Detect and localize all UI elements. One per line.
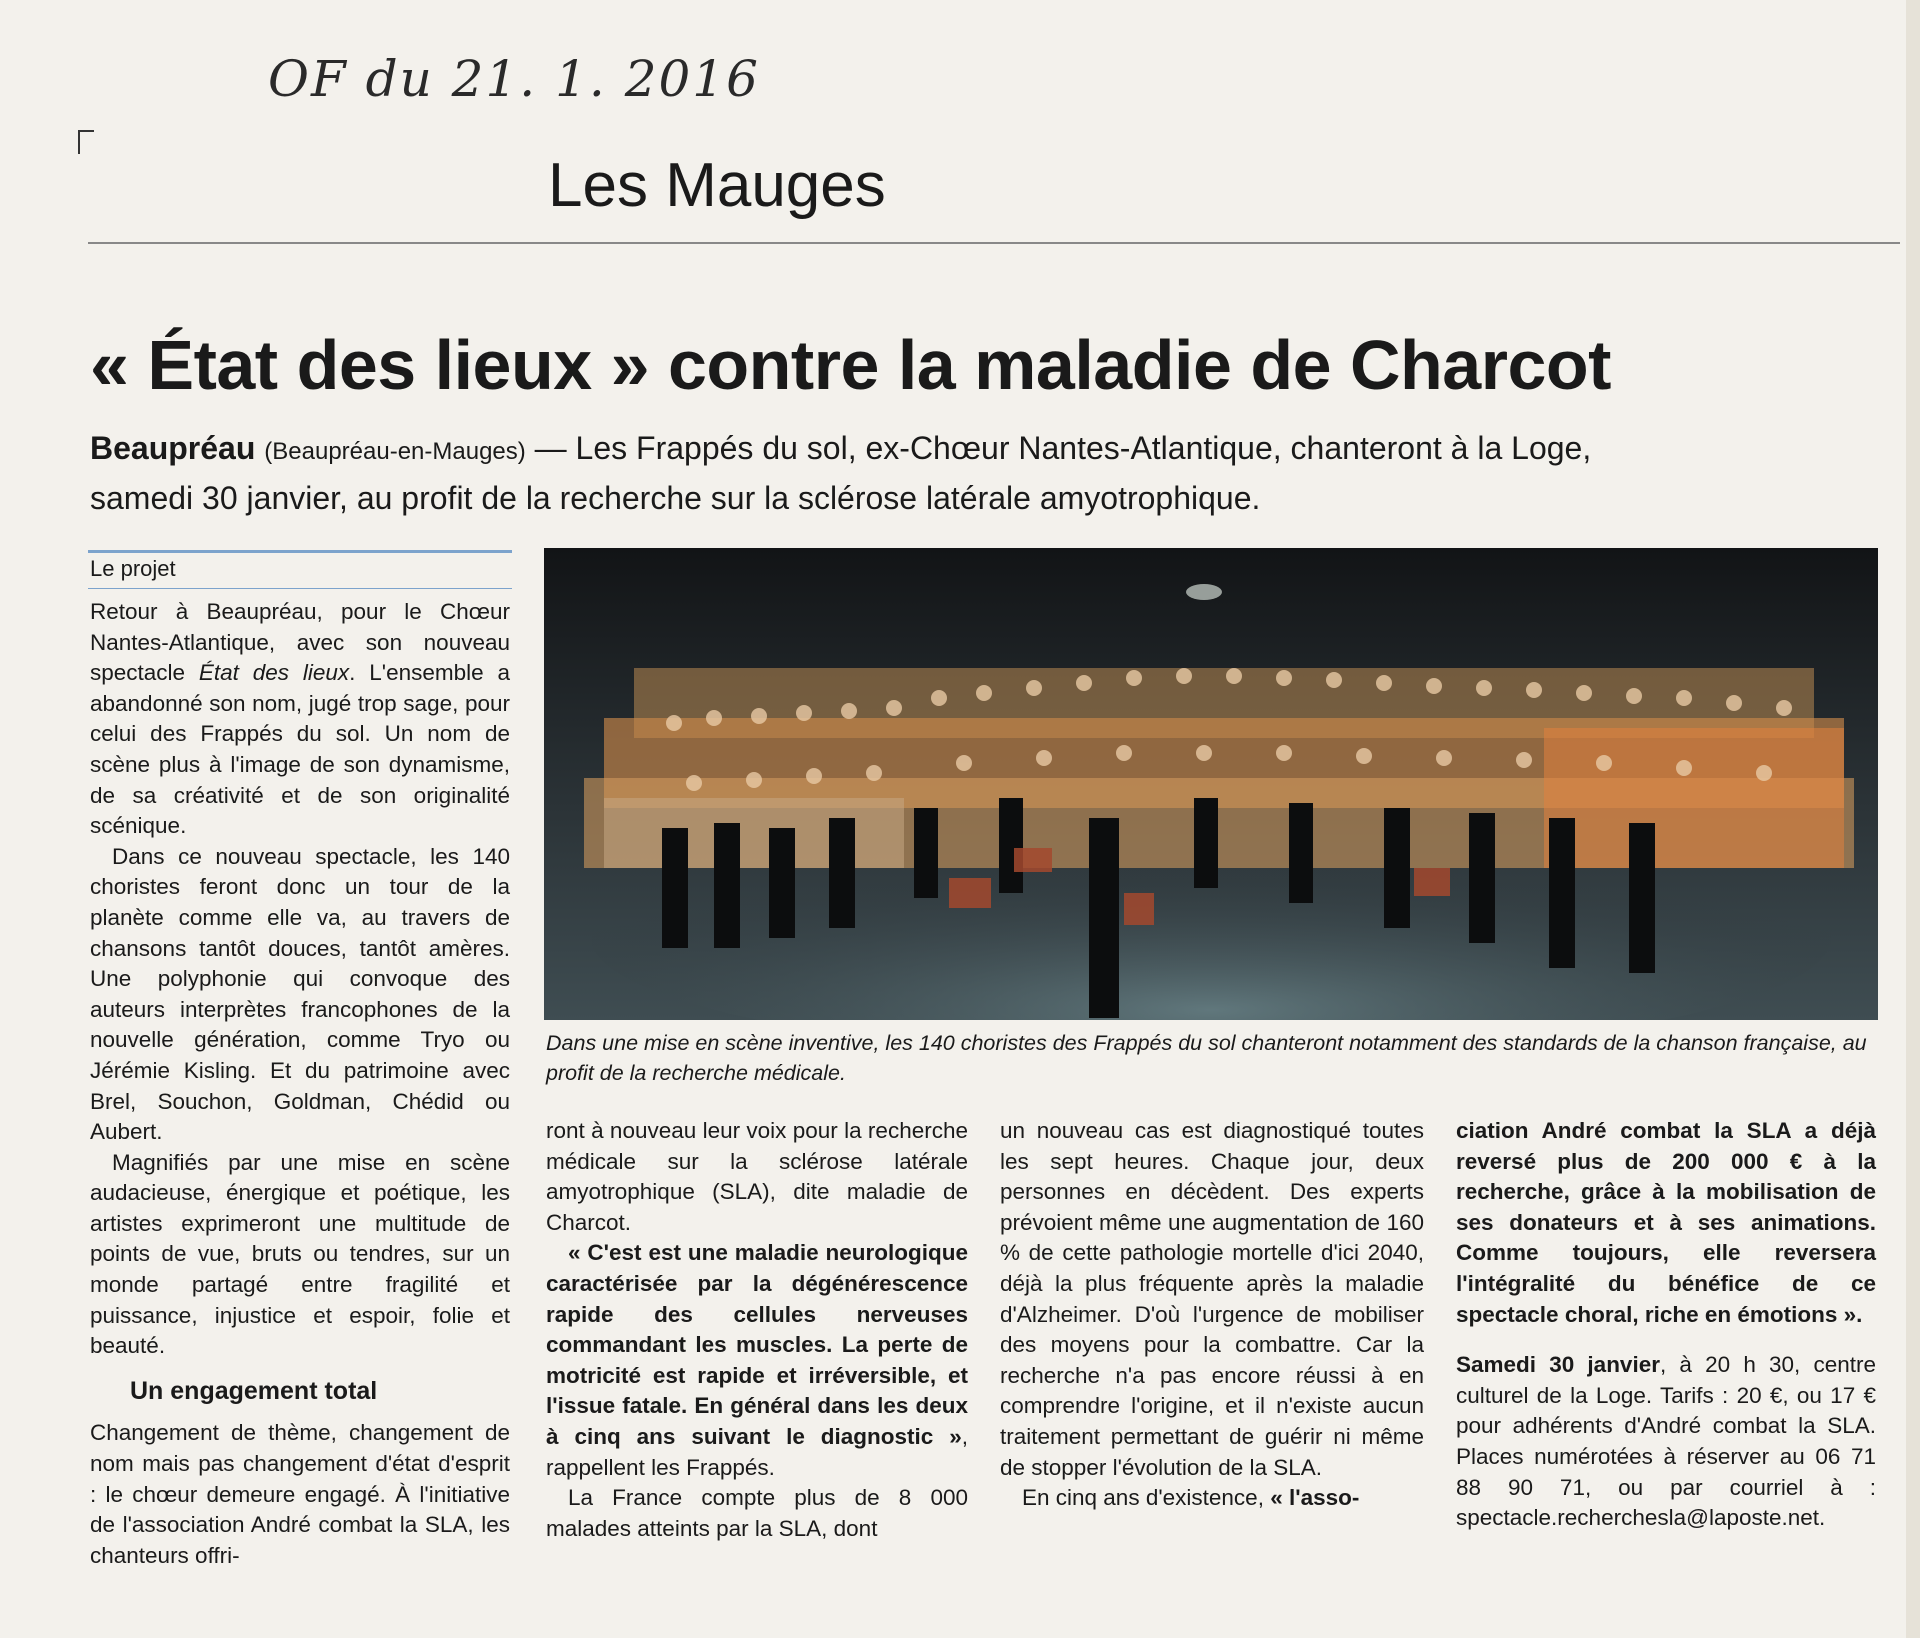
sidebar-p1-end: . L'ensemble a abandonné son nom, jugé trop sage, pour celui des Frappés du sol. Un nom de scène plus à l'image de son dynamisme, de sa créativité et de son originalité scénique. [90, 660, 510, 839]
column-paragraph: La France compte plus de 8 000 malades atteints par la SLA, dont [546, 1485, 968, 1541]
sidebar-p1-start: Retour à Beaupréau, pour le Chœur Nantes-Atlantique, avec son nouveau spectacle [90, 599, 510, 686]
choir-stage-photo [544, 548, 1878, 1020]
article-headline: « État des lieux » contre la maladie de Charcot [90, 326, 1611, 404]
article-column-4 [1456, 1116, 1876, 1534]
quote-start: « l'asso- [1270, 1485, 1360, 1511]
article-column-2 [546, 1116, 968, 1544]
section-divider [88, 242, 1900, 244]
sidebar-top-rule [88, 550, 512, 553]
lead-text: Les Frappés du sol, ex-Chœur Nantes-Atlantique, chanteront à la Loge, samedi 30 janvier, au profit de la recherche sur la sclérose latérale amyotrophique. [90, 430, 1592, 516]
choir-photo-illustration [544, 548, 1878, 1020]
column-paragraph [1000, 1483, 1424, 1514]
stage-lamp [1186, 584, 1222, 600]
column-text: En cinq ans d'existence, [1022, 1485, 1271, 1511]
lead-commune: (Beaupréau-en-Mauges) [264, 438, 526, 465]
photo-caption: Dans une mise en scène inventive, les 140 choristes des Frappés du sol chanteront notamment des standards de la chanson française, au profit de la recherche médicale. [546, 1031, 1867, 1085]
column-paragraph: ront à nouveau leur voix pour la recherche médicale sur la sclérose latérale amyotrophique (SLA), dite maladie de Charcot. [546, 1118, 968, 1235]
event-date: Samedi 30 janvier [1456, 1352, 1660, 1378]
article-lead [90, 425, 1610, 521]
column-quote-paragraph [546, 1238, 968, 1483]
column-paragraph: un nouveau cas est diagnostiqué toutes les sept heures. Chaque jour, deux personnes en décèdent. Des experts prévoient même une augmentation de 160 % de cette pathologie mortelle d'ici 2040, déjà la plus fréquente après la maladie d'Alzheimer. D'où l'urgence de mobiliser des moyens pour la combattre. Car la recherche n'a pas encore réussi à en comprendre l'origine, et il n'existe aucun traitement permettant de guérir ni même de stopper l'évolution de la SLA. [1000, 1118, 1424, 1480]
event-info [1456, 1350, 1876, 1534]
section-title: Les Mauges [548, 151, 886, 220]
quote-attribution: , rappellent les Frappés. [546, 1423, 968, 1480]
association-quote: ciation André combat la SLA a déjà reversé plus de 200 000 € à la recherche, grâce à la mobilisation de ses donateurs et à ses animations. Comme toujours, elle reversera l'intégralité du bénéfice de ce spectacle choral, riche en émotions ». [1456, 1118, 1876, 1327]
sidebar-paragraph: Changement de thème, changement de nom mais pas changement d'état d'esprit : le chœur demeure engagé. À l'initiative de l'association André combat la SLA, les chanteurs offri- [90, 1420, 510, 1568]
sidebar-paragraph: Dans ce nouveau spectacle, les 140 choristes feront donc un tour de la planète comme elle va, au travers de chansons tantôt douces, tantôt amères. Une polyphonie qui convoque des auteurs interprètes francophones de la nouvelle génération, comme Tryo ou Jérémie Kisling. Et du patrimoine avec Brel, Souchon, Goldman, Chédid ou Aubert. [90, 843, 510, 1145]
handwritten-date-note: OF du 21. 1. 2016 [268, 50, 760, 108]
sidebar-paragraph: Magnifiés par une mise en scène audacieuse, énergique et poétique, les artistes exprimeront une multitude de points de vue, bruts ou tendres, sur un monde partagé entre fragilité et puissance, injustice et espoir, folie et beauté. [90, 1149, 510, 1359]
lead-dash: — [525, 430, 576, 466]
show-title: État des lieux [198, 660, 350, 686]
sidebar-column [90, 597, 510, 1571]
sidebar-paragraph [90, 597, 510, 842]
lead-place: Beaupréau [90, 430, 256, 466]
sidebar-title: Le projet [90, 556, 176, 581]
medical-quote: « C'est est une maladie neurologique caractérisée par la dégénérescence rapide des cellules nerveuses commandant les muscles. La perte de motricité est rapide et irréversible, et l'issue fatale. En général dans les deux à cinq ans suivant le diagnostic » [546, 1240, 968, 1449]
sidebar-title-rule [88, 588, 512, 589]
subheading: Un engagement total [130, 1376, 378, 1405]
article-column-3 [1000, 1116, 1424, 1514]
event-details: , à 20 h 30, centre culturel de la Loge. Tarifs : 20 €, ou 17 € pour adhérents d'André combat la SLA. Places numérotées à réserver au 06 71 88 90 71, ou par courriel à : spectacle.recherchesla@laposte.net. [1456, 1352, 1877, 1531]
clipping-edge [1906, 0, 1920, 1638]
corner-crop-mark [78, 130, 94, 154]
